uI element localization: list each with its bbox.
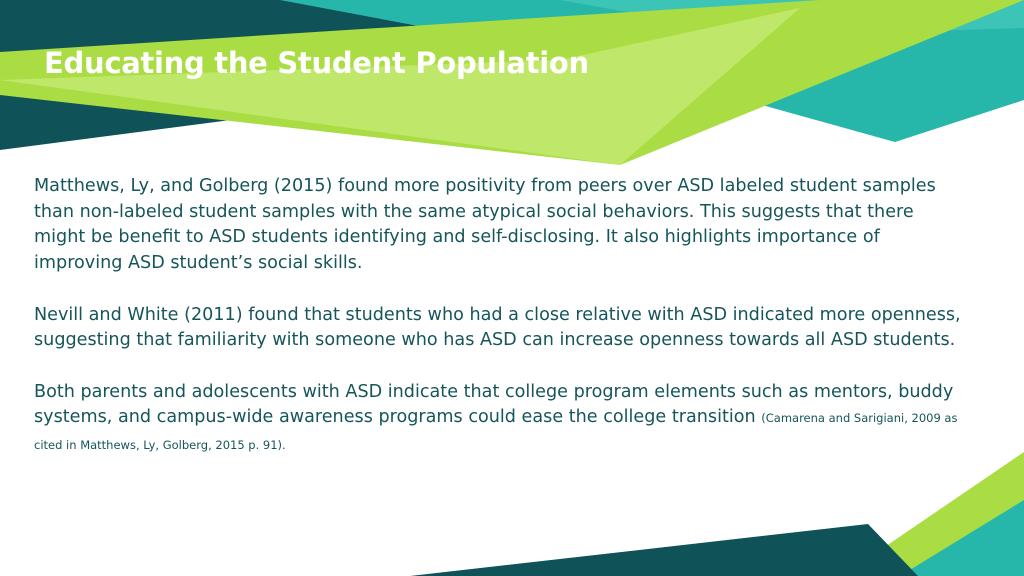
paragraph-peer-positivity: Matthews, Ly, and Golberg (2015) found more positivity from peers over ASD labeled student samples than non-labeled student samples with the same atypical social behaviors. This suggests that there might be benefit to ASD students identifying and self-disclosing. It also highlights importance of improving ASD student’s social skills. [34, 176, 936, 274]
citation: (Camarena and Sarigiani, 2009 as cited in Matthews, Ly, Golberg, 2015 p. 91). [34, 411, 958, 452]
footer-dark-shape [410, 524, 918, 576]
slide-title: Educating the Student Population [44, 46, 589, 80]
paragraph-college-program-elements [34, 380, 964, 459]
slide-body [34, 174, 964, 459]
paragraph-college-program-text: Both parents and adolescents with ASD indicate that college program elements such as mentors, buddy systems, and campus-wide awareness programs could ease the college transition [34, 381, 954, 428]
paragraph-close-relative-openness: Nevill and White (2011) found that students who had a close relative with ASD indicated more openness, suggesting that familiarity with someone who has ASD can increase openness towards all ASD students. [34, 304, 961, 351]
